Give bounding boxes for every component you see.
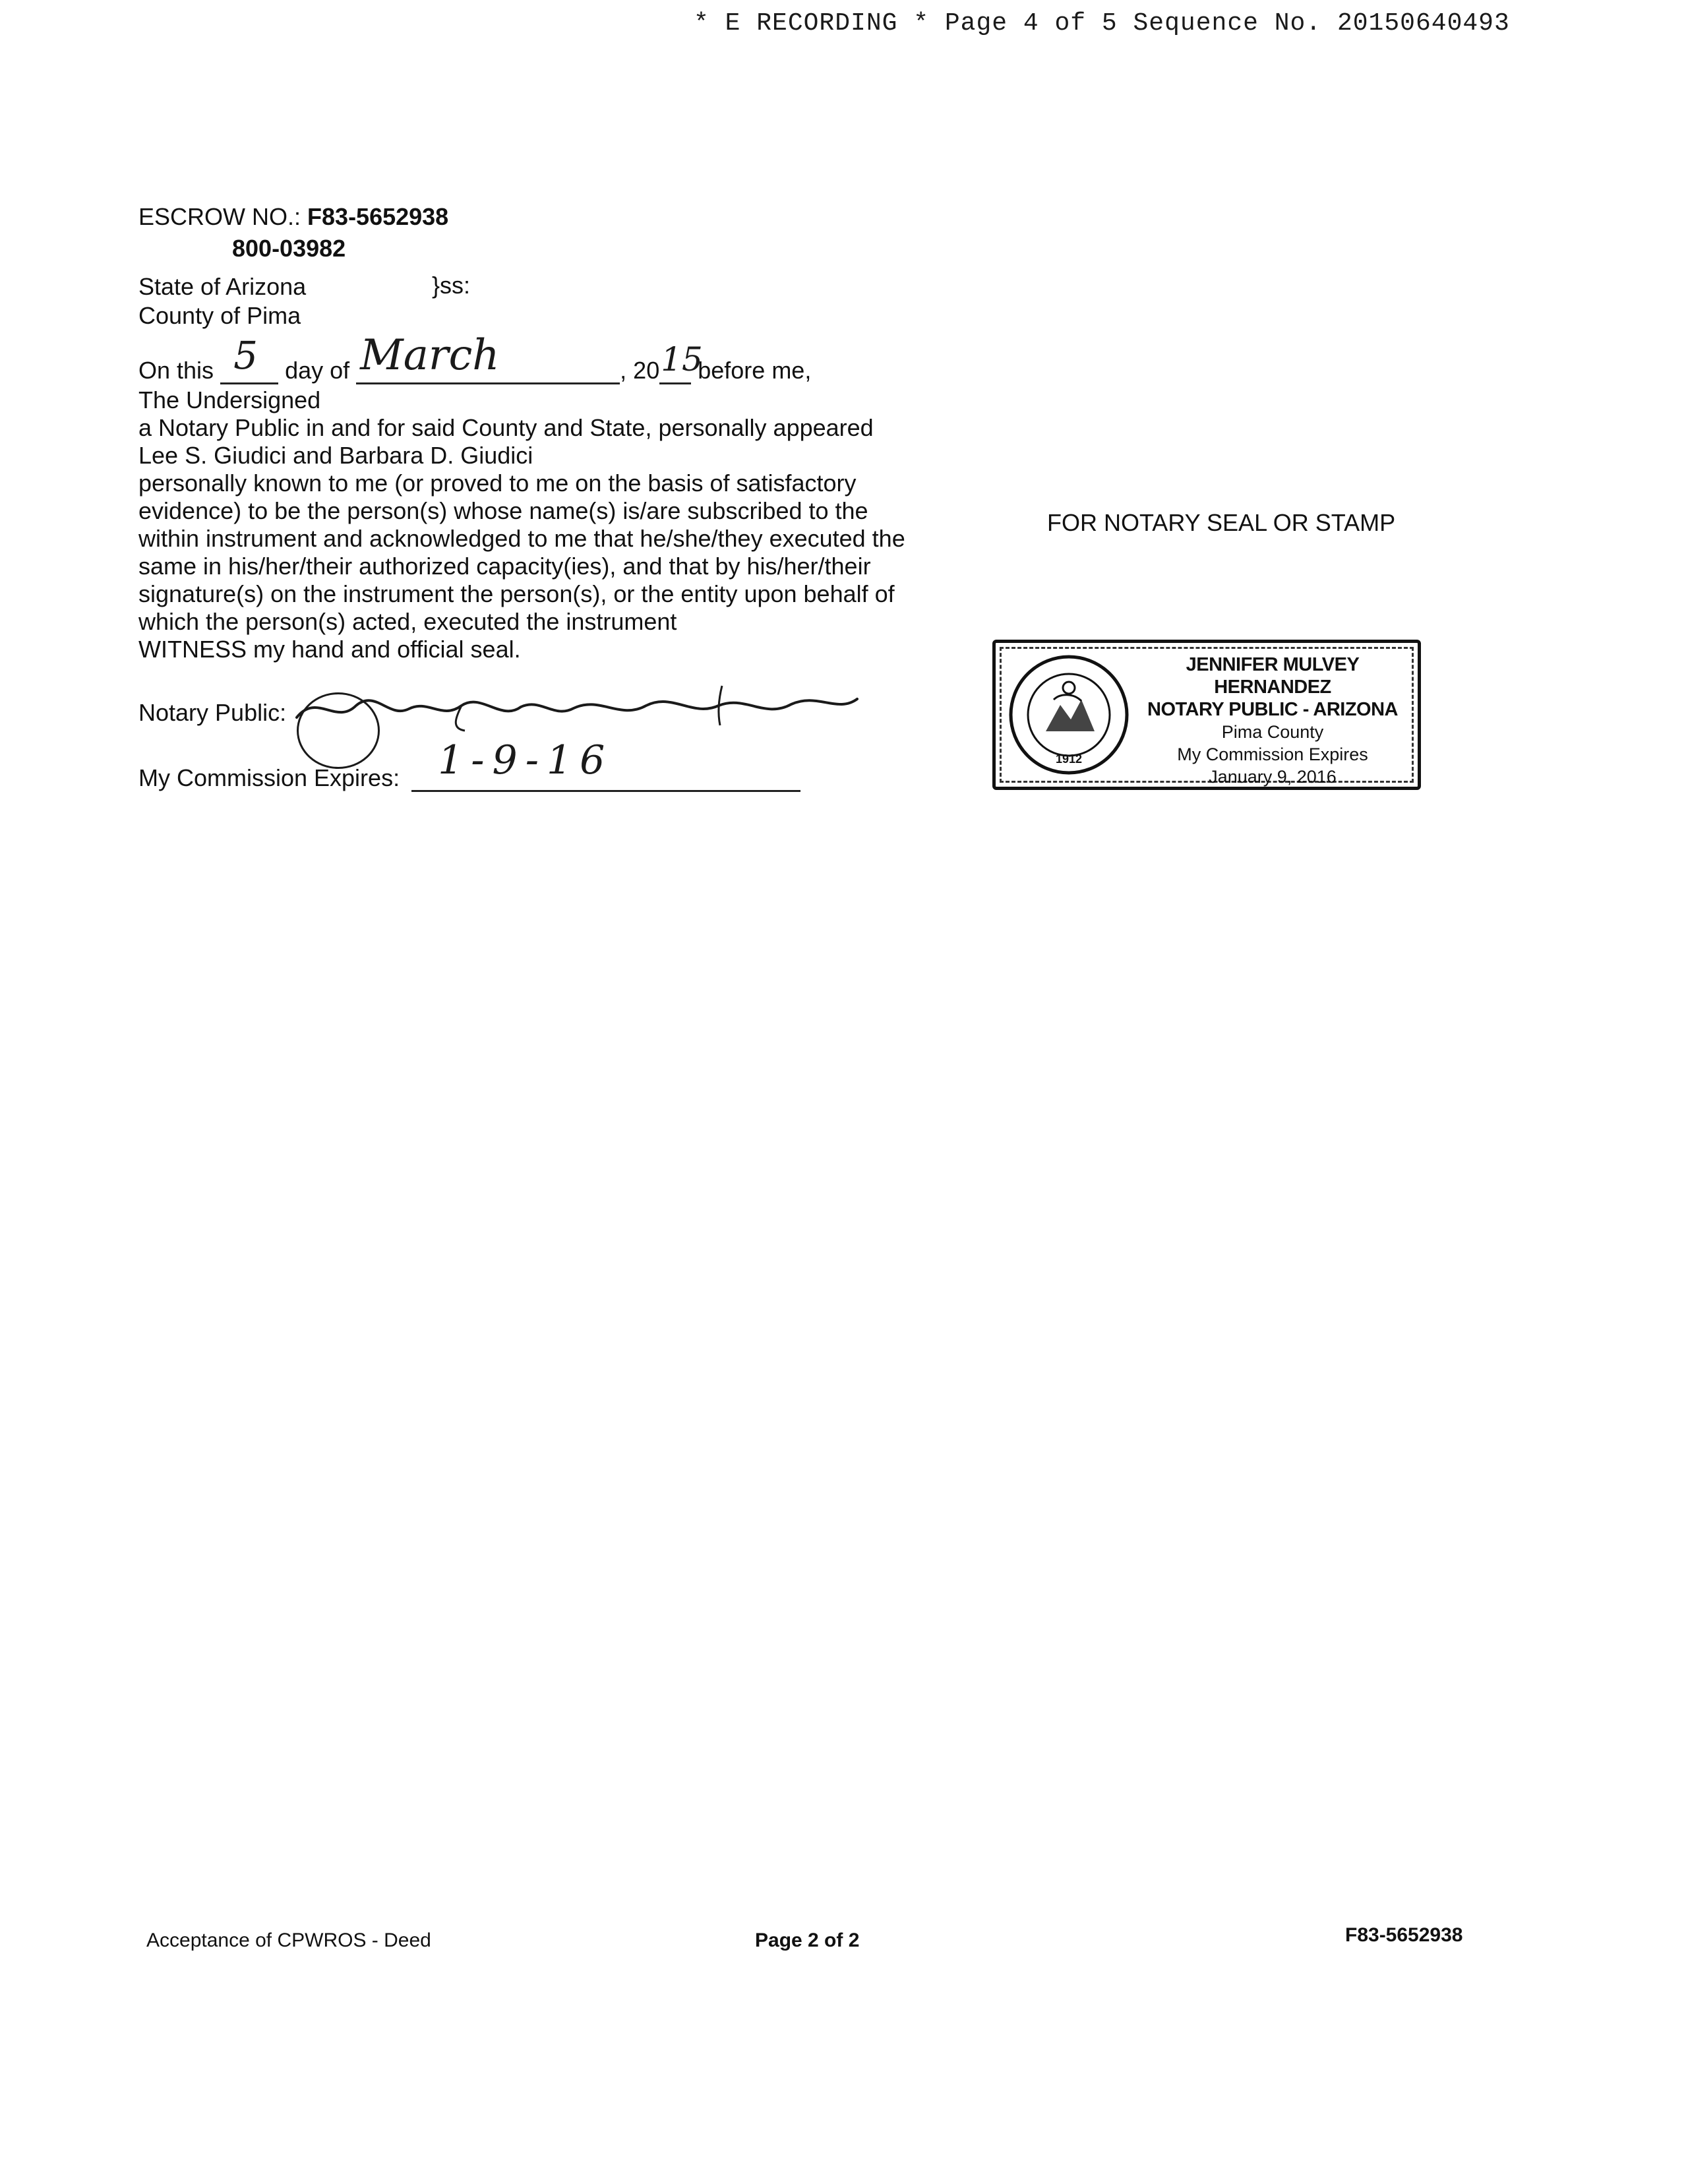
day-handwritten: 5: [233, 333, 258, 378]
officer-name: The Undersigned: [138, 386, 321, 413]
witness-line: WITNESS my hand and official seal.: [138, 636, 521, 663]
footer-document-title: Acceptance of CPWROS - Deed: [146, 1929, 431, 1951]
footer-page-number: Page 2 of 2: [755, 1929, 860, 1951]
year-prefix-text: , 20: [620, 357, 660, 384]
ack-line-4: within instrument and acknowledged to me that he/she/they executed the: [138, 525, 905, 552]
escrow-number: F83-5652938: [307, 203, 449, 230]
ack-line-3: evidence) to be the person(s) whose name(s) is/are subscribed to the: [138, 497, 868, 524]
ack-parties: Lee S. Giudici and Barbara D. Giudici: [138, 442, 533, 469]
venue-state: State of Arizona: [138, 273, 307, 300]
day-of-text: day of: [285, 357, 350, 384]
month-handwritten: March: [360, 331, 500, 380]
commission-label: My Commission Expires:: [138, 764, 400, 791]
year-blank: [659, 340, 703, 384]
footer-escrow-number: F83-5652938: [1345, 1924, 1463, 1946]
stamp-county: Pima County: [1221, 722, 1324, 742]
month-blank: [356, 331, 620, 384]
escrow-label: ESCROW NO.:: [138, 203, 301, 230]
venue-county: County of Pima: [138, 302, 301, 329]
stamp-expires-date: January 9, 2016: [1209, 767, 1337, 787]
ack-line-5: same in his/her/their authorized capacity(ies), and that by his/her/their: [138, 553, 871, 580]
seal-caption: FOR NOTARY SEAL OR STAMP: [1047, 509, 1396, 536]
seal-year: 1912: [1055, 752, 1083, 766]
stamp-expires-label: My Commission Expires: [1177, 744, 1368, 764]
ack-line-6: signature(s) on the instrument the person(s), or the entity upon behalf of: [138, 580, 895, 607]
day-blank: [220, 333, 278, 384]
notary-public-label: Notary Public:: [138, 699, 287, 726]
stamp-notary-name: JENNIFER MULVEY HERNANDEZ: [1186, 654, 1360, 698]
venue-ss: }ss:: [432, 272, 471, 299]
ack-line-2: personally known to me (or proved to me on the basis of satisfactory: [138, 470, 857, 497]
notary-stamp: [992, 640, 1421, 790]
before-me-text: before me,: [698, 357, 812, 384]
ack-line-1: a Notary Public in and for said County and State, personally appeared: [138, 414, 874, 441]
escrow-sub-number: 800-03982: [232, 235, 346, 262]
year-handwritten: 15: [661, 340, 703, 379]
ack-line-7: which the person(s) acted, executed the instrument: [138, 608, 677, 635]
signature-loop: [297, 692, 380, 769]
stamp-notary-title: NOTARY PUBLIC - ARIZONA: [1147, 699, 1398, 720]
acknowledgment-date-line: [138, 331, 812, 384]
commission-handwritten: 1-9-16: [438, 737, 613, 783]
recording-header: * E RECORDING * Page 4 of 5 Sequence No. 20150640493: [694, 9, 1510, 38]
commission-line: [138, 737, 800, 792]
commission-blank: [411, 737, 800, 792]
state-seal-emblem: [1008, 653, 1130, 776]
on-this-text: On this: [138, 357, 214, 384]
stamp-text: [1133, 653, 1412, 788]
escrow-line: [138, 203, 448, 231]
